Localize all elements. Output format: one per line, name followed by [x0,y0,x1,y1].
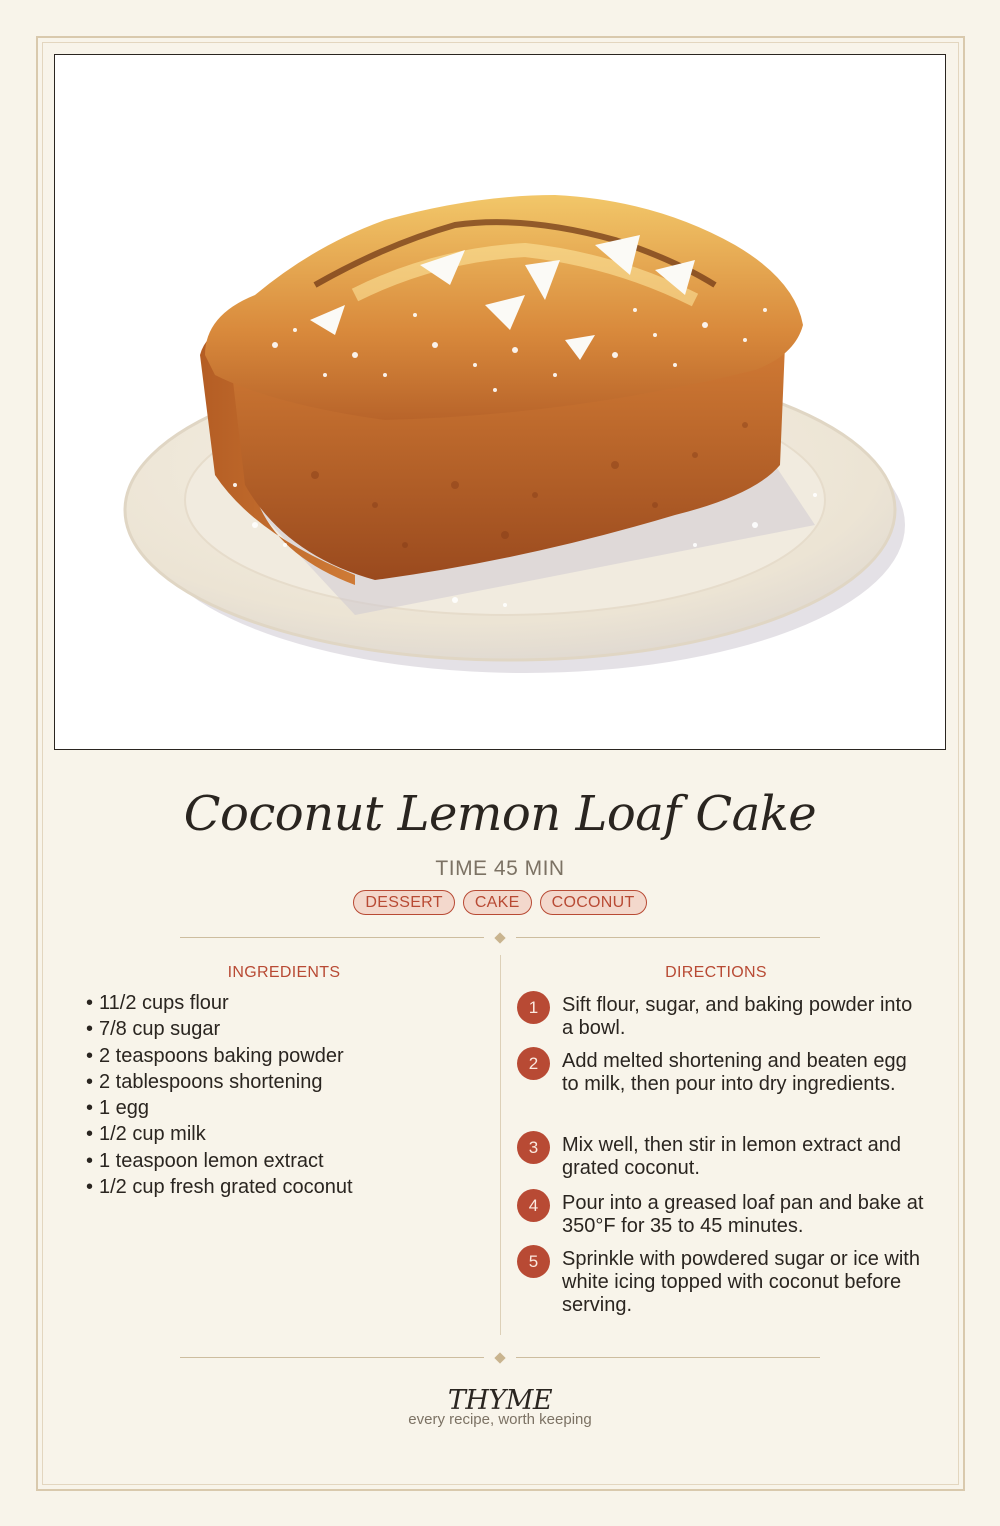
column-separator [500,955,501,1335]
ingredient-item [86,1095,353,1121]
brand-tagline: every recipe, worth keeping [408,1411,592,1428]
divider-line [180,937,484,938]
ingredient-text: 1/2 cup fresh grated coconut [99,1176,353,1199]
bullet-icon: • [86,1070,94,1093]
step-number: 5 [517,1245,550,1278]
ingredients-list [86,990,353,1200]
ingredient-text: 7/8 cup sugar [99,1018,221,1041]
bullet-icon: • [86,1176,94,1199]
ingredient-text: 2 tablespoons shortening [99,1070,323,1093]
direction-step [516,1244,926,1328]
ingredient-text: 11/2 cups flour [99,992,229,1014]
ingredient-item [86,1069,353,1095]
bullet-icon: • [86,1044,94,1067]
ingredient-item [86,1174,353,1200]
step-text: Sift flour, sugar, and baking powder into a bowl. [562,994,913,1039]
bullet-icon: • [86,1123,94,1146]
ingredient-item [86,1148,353,1174]
step-text: Sprinkle with powdered sugar or ice with white icing topped with coconut before serving. [562,1248,920,1316]
bullet-icon: • [86,992,94,1014]
ingredient-item [86,990,353,1016]
bullet-icon: • [86,1097,94,1120]
divider-bottom [180,1352,820,1364]
directions-list [516,990,926,1328]
ingredients-heading: INGREDIENTS [227,964,341,981]
divider-line [516,937,820,938]
tag-list [0,890,1000,915]
tag-cake[interactable]: CAKE [463,890,532,915]
step-text: Pour into a greased loaf pan and bake at 350°F for 35 to 45 minutes. [562,1192,924,1237]
ingredient-text: 1/2 cup milk [99,1123,206,1146]
step-number: 2 [517,1047,550,1080]
diamond-icon [494,932,505,943]
ingredient-item [86,1043,353,1069]
recipe-time: TIME 45 MIN [435,857,565,880]
ingredient-text: 1 teaspoon lemon extract [99,1149,324,1172]
bullet-icon: • [86,1018,94,1041]
step-number: 3 [517,1131,550,1164]
direction-step [516,1046,926,1130]
diamond-icon [494,1352,505,1363]
divider-line [180,1357,484,1358]
divider-top [180,932,820,944]
directions-heading: DIRECTIONS [665,964,767,981]
tag-dessert[interactable]: DESSERT [353,890,454,915]
step-text: Add melted shortening and beaten egg to milk, then pour into dry ingredients. [562,1050,907,1095]
tag-coconut[interactable]: COCONUT [540,890,647,915]
ingredient-item [86,1121,353,1147]
recipe-photo [54,54,946,750]
ingredient-item [86,1016,353,1042]
ingredient-text: 2 teaspoons baking powder [99,1044,344,1067]
step-number: 4 [517,1189,550,1222]
direction-step [516,1130,926,1188]
ingredient-text: 1 egg [99,1097,150,1120]
divider-line [516,1357,820,1358]
direction-step [516,1188,926,1244]
step-text: Mix well, then stir in lemon extract and grated coconut. [562,1134,902,1179]
bullet-icon: • [86,1149,94,1172]
loaf-cake-illustration [55,55,946,750]
brand-logo: THYME [447,1385,553,1416]
direction-step [516,990,926,1046]
step-number: 1 [517,991,550,1024]
recipe-title: Coconut Lemon Loaf Cake [183,786,817,842]
